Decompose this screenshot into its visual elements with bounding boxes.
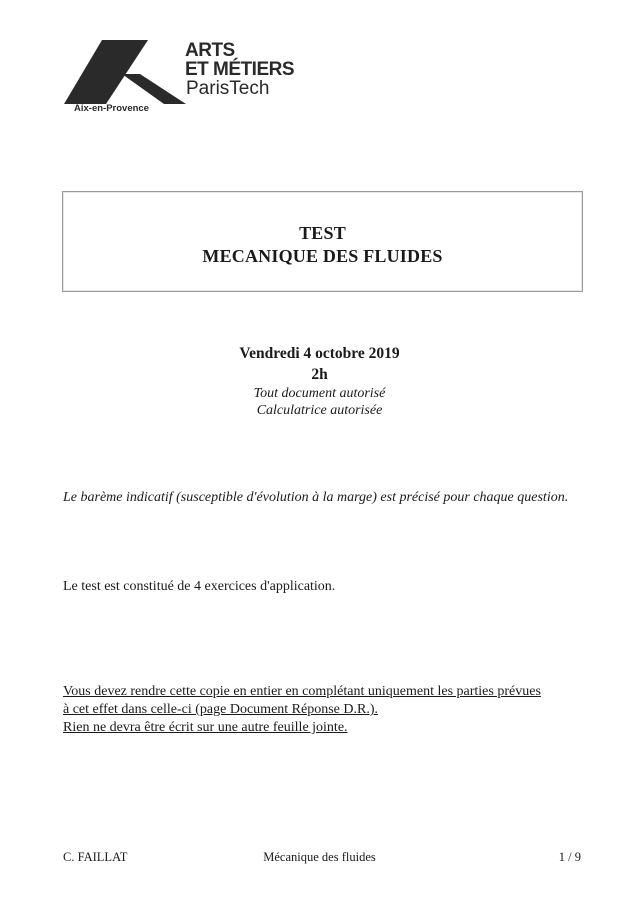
instruction-line: Rien ne devra être écrit sur une autre feuille jointe. [63, 720, 348, 735]
exam-date: Vendredi 4 octobre 2019 [239, 345, 400, 362]
document-title: TEST [299, 223, 346, 243]
footer-course: Mécanique des fluides [263, 850, 376, 864]
logo-city: Aix-en-Provence [74, 103, 149, 114]
submission-instructions [63, 683, 583, 737]
logo-line-et-metiers: ET MÉTIERS [185, 59, 295, 80]
arts-et-metiers-emblem-icon [64, 40, 186, 104]
title-box [62, 191, 583, 292]
footer-author: C. FAILLAT [63, 850, 128, 864]
exercises-notice: Le test est constitué de 4 exercices d'application. [63, 579, 336, 594]
exam-duration: 2h [311, 366, 328, 383]
instruction-line: à cet effet dans celle-ci (page Document Réponse D.R.). [63, 702, 378, 717]
footer-page-number: 1 / 9 [558, 850, 581, 864]
logo-line-paristech: ParisTech [186, 78, 270, 99]
bareme-notice: Le barème indicatif (susceptible d'évolution à la marge) est précisé pour chaque question. [63, 490, 569, 505]
logo-line-arts: ARTS [185, 40, 235, 61]
instruction-line: Vous devez rendre cette copie en entier en complétant uniquement les parties prévues [63, 684, 541, 699]
document-subtitle: MECANIQUE DES FLUIDES [202, 246, 443, 266]
arts-et-metiers-logo [64, 40, 334, 120]
calculator-policy: Calculatrice autorisée [256, 403, 383, 418]
documents-policy: Tout document autorisé [253, 386, 386, 401]
